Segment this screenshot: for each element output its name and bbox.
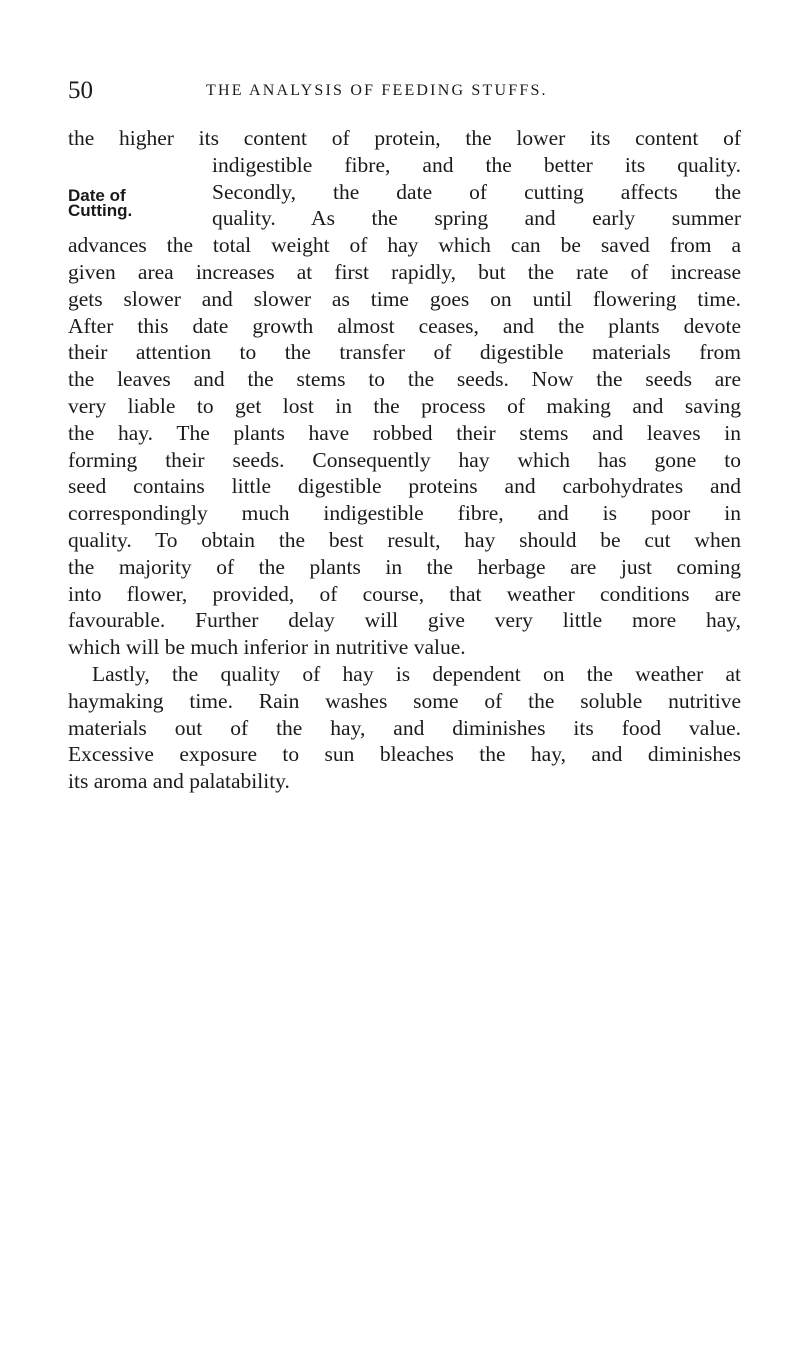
- page-number: 50: [68, 77, 93, 104]
- text-line: correspondingly much indigestible fibre, and is poor in: [68, 501, 741, 526]
- text-line: the higher its content of protein, the lower its content of: [68, 126, 741, 150]
- text-line: Secondly, the date of cutting affects the: [212, 179, 741, 204]
- text-line: quality. As the spring and early summer: [212, 206, 741, 231]
- text-line: gets slower and slower as time goes on until flowering time.: [68, 286, 741, 311]
- running-head: [68, 76, 708, 106]
- text-line: very liable to get lost in the process of making and saving: [68, 393, 741, 418]
- text-line: forming their seeds. Consequently hay which has gone to: [68, 447, 741, 472]
- text-line: materials out of the hay, and diminishes its food value.: [68, 715, 741, 740]
- text-line: seed contains little digestible proteins and carbohydrates and: [68, 474, 741, 499]
- text-line: quality. To obtain the best result, hay should be cut when: [68, 527, 741, 552]
- text-line: haymaking time. Rain washes some of the soluble nutritive: [68, 688, 741, 713]
- margin-note-line: Date of: [68, 186, 126, 205]
- text-line: Lastly, the quality of hay is dependent on the weather at: [92, 661, 741, 686]
- text-line: favourable. Further delay will give very little more hay,: [68, 608, 741, 633]
- text-line: which will be much inferior in nutritive value.: [68, 635, 466, 660]
- text-line: its aroma and palatability.: [68, 769, 290, 794]
- running-head-title: THE ANALYSIS OF FEEDING STUFFS.: [206, 82, 548, 99]
- text-line: into flower, provided, of course, that weather conditions are: [68, 581, 741, 606]
- text-line: the leaves and the stems to the seeds. Now the seeds are: [68, 367, 741, 392]
- text-line: the hay. The plants have robbed their stems and leaves in: [68, 420, 741, 445]
- text-line: given area increases at first rapidly, but the rate of increase: [68, 259, 741, 284]
- text-line: the majority of the plants in the herbage are just coming: [68, 554, 741, 579]
- text-line: After this date growth almost ceases, and the plants devote: [68, 313, 741, 338]
- body-text: [68, 125, 741, 795]
- text-line: Excessive exposure to sun bleaches the hay, and diminishes: [68, 742, 741, 767]
- text-line: their attention to the transfer of digestible materials from: [68, 340, 741, 365]
- text-line: advances the total weight of hay which can be saved from a: [68, 233, 741, 258]
- text-line: indigestible fibre, and the better its quality.: [212, 152, 741, 177]
- margin-note-line: Cutting.: [68, 201, 133, 220]
